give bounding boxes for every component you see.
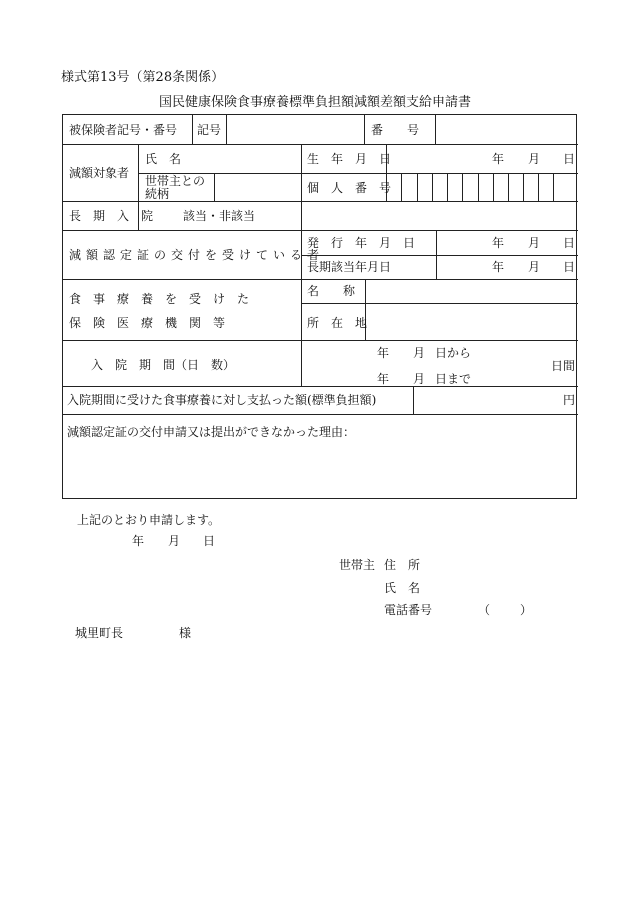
application-form-table <box>62 114 577 499</box>
from-year-label: 年 <box>377 346 390 360</box>
applicable-choice: 該当・非該当 <box>183 209 256 223</box>
phone-label: 電話番号 <box>384 603 433 617</box>
name-label: 氏 名 <box>145 152 182 166</box>
head-of-household-label: 世帯主 <box>339 558 376 572</box>
yen-label: 円 <box>563 393 576 407</box>
relation-label-1: 世帯主との <box>145 174 206 188</box>
to-year-label: 年 <box>377 372 390 386</box>
application-statement: 上記のとおり申請します。 <box>77 513 221 527</box>
symbol-label: 記号 <box>197 123 222 137</box>
birth-day-label: 日 <box>563 152 576 166</box>
form-number: 様式第13号（第28条関係） <box>61 70 225 85</box>
relation-label-2: 続柄 <box>145 187 170 201</box>
birth-year-label: 年 <box>492 152 505 166</box>
footer-year-label: 年 <box>132 534 145 548</box>
paid-amount-label: 入院期間に受けた食事療養に対し支払った額(標準負担額) <box>67 393 377 407</box>
number-label: 番 号 <box>371 123 420 137</box>
birth-month-label: 月 <box>528 152 541 166</box>
name-label-footer: 氏 名 <box>384 581 421 595</box>
phone-paren-open: （ <box>478 603 491 617</box>
address-label: 住 所 <box>384 558 421 572</box>
insured-symbol-number-label: 被保険者記号・番号 <box>69 123 178 137</box>
document-title: 国民健康保険食事療養標準負担額減額差額支給申請書 <box>158 95 471 110</box>
issue-month-label: 月 <box>528 236 541 250</box>
personal-number-label: 個 人 番 号 <box>307 181 392 195</box>
long-term-year-label: 年 <box>492 260 505 274</box>
to-month-label: 月 <box>413 372 426 386</box>
honorific-label: 様 <box>179 626 192 640</box>
issue-day-label: 日 <box>563 236 576 250</box>
institution-label-line1: 食 事 療 養 を 受 け た <box>69 292 250 306</box>
from-day-label: 日から <box>435 346 472 360</box>
admission-period-label: 入 院 期 間（日 数） <box>91 358 236 372</box>
to-day-label: 日まで <box>435 372 472 386</box>
long-term-day-label: 日 <box>563 260 576 274</box>
issue-date-label: 発 行 年 月 日 <box>307 236 416 250</box>
reason-label: 減額認定証の交付申請又は提出ができなかった理由： <box>67 425 356 439</box>
institution-label-line2: 保 険 医 療 機 関 等 <box>69 316 226 330</box>
long-term-month-label: 月 <box>528 260 541 274</box>
issue-year-label: 年 <box>492 236 505 250</box>
from-month-label: 月 <box>413 346 426 360</box>
reduction-target-label: 減額対象者 <box>69 166 130 180</box>
long-term-date-label: 長期該当年月日 <box>307 260 392 274</box>
addressee-label: 城里町長 <box>75 626 124 640</box>
footer-month-label: 月 <box>168 534 181 548</box>
birth-date-label: 生 年 月 日 <box>307 152 392 166</box>
institution-address-label: 所 在 地 <box>307 316 368 330</box>
institution-name-label: 名 称 <box>307 284 356 298</box>
phone-paren-close: ） <box>520 603 533 617</box>
certificate-holder-label: 減額認定証の交付を受けている者 <box>69 248 325 262</box>
long-term-admission-label: 長 期 入 院 <box>69 209 154 223</box>
days-label: 日間 <box>551 359 576 373</box>
footer-day-label: 日 <box>203 534 216 548</box>
